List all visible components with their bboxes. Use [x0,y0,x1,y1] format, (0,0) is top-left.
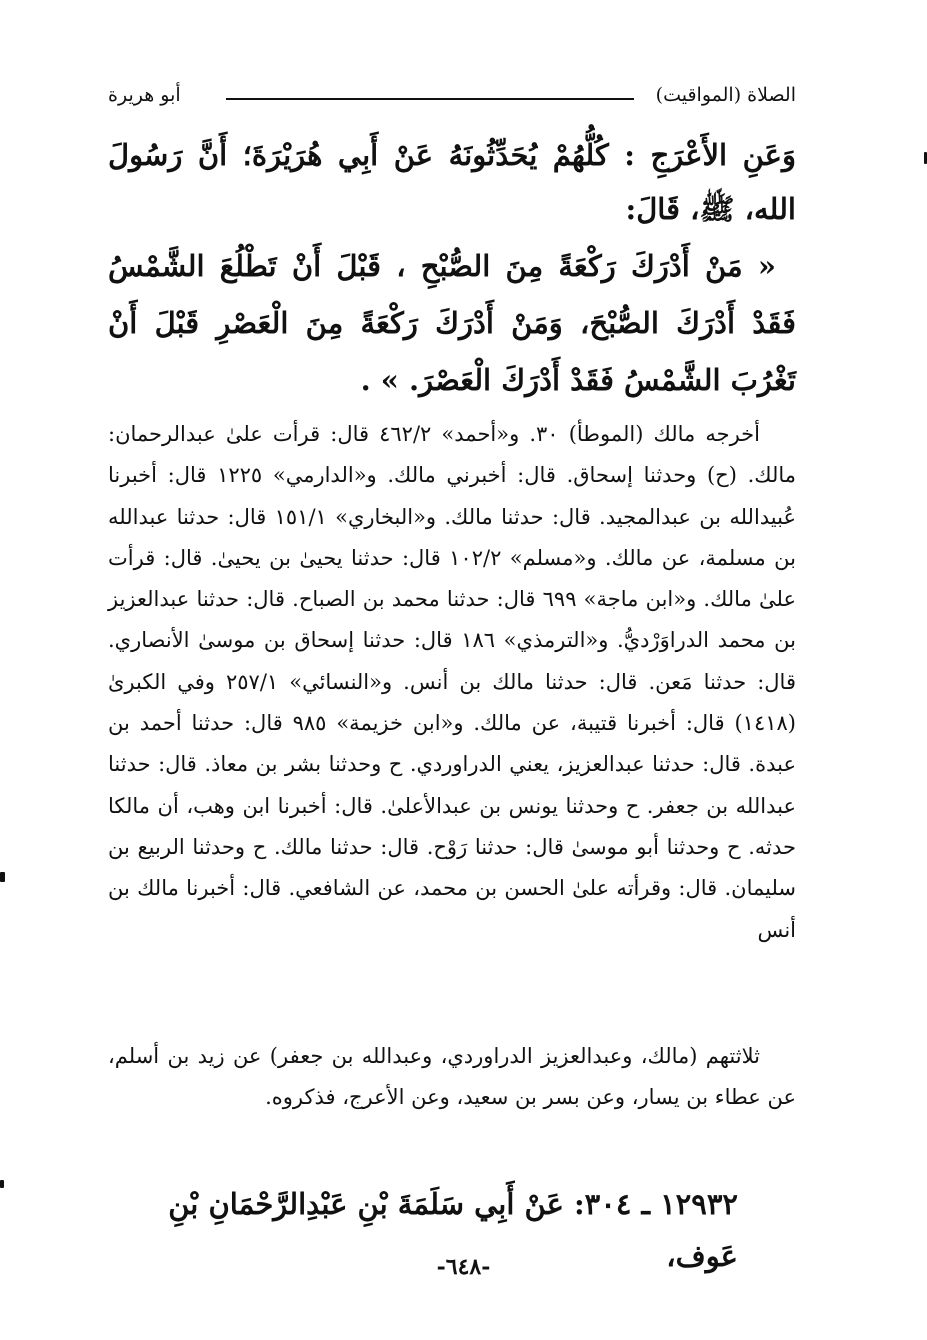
scan-mark [0,872,5,882]
chain-summary-paragraph: ثلاثتهم (مالك، وعبدالعزيز الدراوردي، وعبدالله بن جعفر) عن زيد بن أسلم، عن عطاء بن يسار، وعن بسر بن سعيد، وعن الأعرج، فذكروه. [108,1044,796,1109]
isnad-text: وَعَنِ الأَعْرَجِ : كُلُّهُمْ يُحَدِّثُونَهُ عَنْ أَبِي هُرَيْرَةَ؛ أَنَّ رَسُولَ الله، ﷺ، قَالَ: [108,138,796,226]
narrator-name: أبو هريرة [108,84,181,106]
running-header [108,84,796,112]
header-rule [226,98,634,100]
page-number: -٦٤٨- [436,1254,491,1280]
chapter-title: الصلاة (المواقيت) [655,84,796,106]
scan-mark [0,1180,4,1188]
next-hadith-heading: ١٢٩٣٢ ـ ٣٠٤: عَنْ أَبِي سَلَمَةَ بْنِ عَبْدِالرَّحْمَانِ بْنِ عَوف، [168,1187,738,1273]
hadith-matn: « مَنْ أَدْرَكَ رَكْعَةً مِنَ الصُّبْحِ ، قَبْلَ أَنْ تَطْلُعَ الشَّمْسُ فَقَدْ أَدْرَكَ الصُّبْحَ، وَمَنْ أَدْرَكَ رَكْعَةً مِنَ الْعَصْرِ قَبْلَ أَنْ تَغْرُبَ الشَّمْسُ فَقَدْ أَدْرَكَ الْعَصْرَ. » . [108,249,796,397]
takhrij-paragraph: أخرجه مالك (الموطأ) ٣٠. و«أحمد» ٤٦٢/٢ قال: قرأت علىٰ عبدالرحمان: مالك. (ح) وحدثنا إسحاق. قال: أخبرني مالك. و«الدارمي» ١٢٢٥ قال: أخبرنا عُبيدالله بن عبدالمجيد. قال: حدثنا مالك. و«البخاري» ١٥١/١ قال: حدثنا عبدالله بن مسلمة، عن مالك. و«مسلم» ١٠٢/٢ قال: حدثنا يحيىٰ بن يحيىٰ. قال: قرأت علىٰ مالك. و«ابن ماجة» ٦٩٩ قال: حدثنا محمد بن الصباح. قال: حدثنا عبدالعزيز بن محمد الدراوَرْديُّ. و«الترمذي» ١٨٦ قال: حدثنا إسحاق بن موسىٰ الأنصاري. قال: حدثنا مَعن. قال: حدثنا مالك بن أنس. و«النسائي» ٢٥٧/١ وفي الكبرىٰ (١٤١٨) قال: أخبرنا قتيبة، عن مالك. و«ابن خزيمة» ٩٨٥ قال: حدثنا أحمد بن عبدة. قال: حدثنا عبدالعزيز، يعني الدراوردي. ح وحدثنا بشر بن معاذ. قال: حدثنا عبدالله بن جعفر. ح وحدثنا يونس بن عبدالأعلىٰ. قال: أخبرنا ابن وهب، أن مالكا حدثه. ح وحدثنا أبو موسىٰ قال: حدثنا رَوْح. قال: حدثنا مالك. ح وحدثنا الربيع بن سليمان. قال: وقرأته علىٰ الحسن بن محمد، عن الشافعي. قال: أخبرنا مالك بن أنس [108,422,797,942]
